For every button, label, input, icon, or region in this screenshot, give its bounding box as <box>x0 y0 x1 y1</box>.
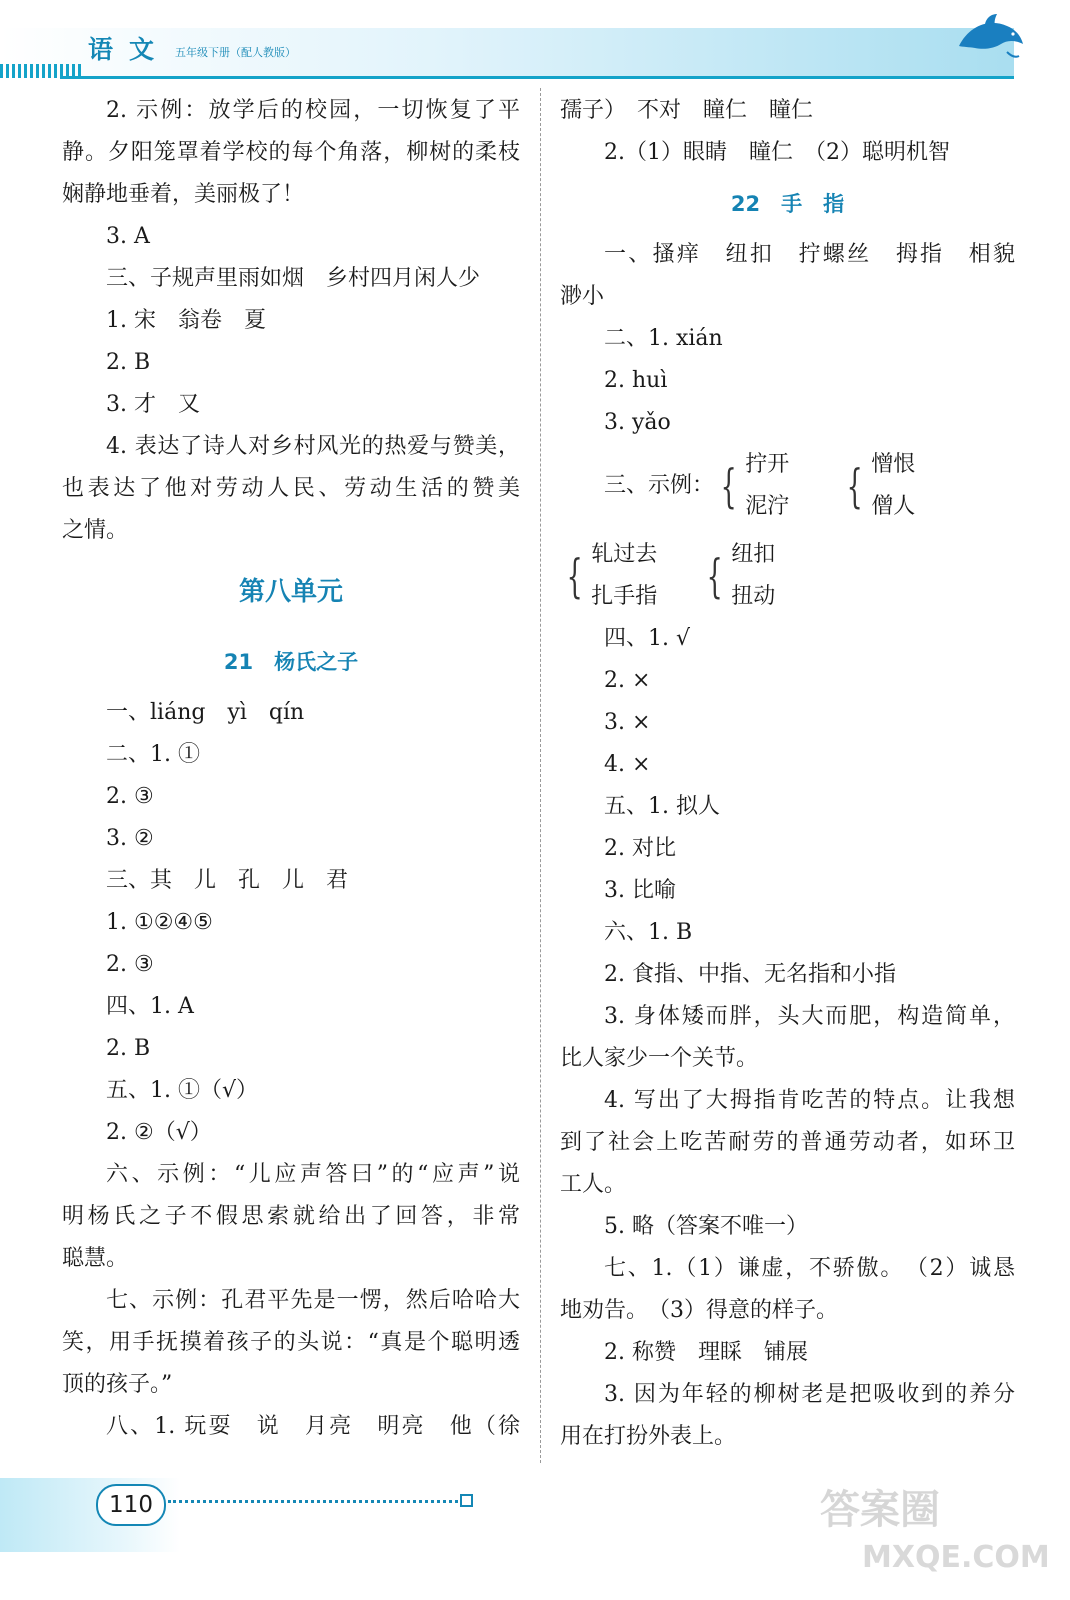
answer-line: 比人家少一个关节。 <box>560 1046 759 1071</box>
answer-line: 用在打扮外表上。 <box>560 1424 737 1449</box>
answer-line: 三、其 儿 孔 儿 君 <box>106 868 349 893</box>
answer-line: 1. 宋 翁卷 夏 <box>106 308 266 333</box>
answer-line: 渺小 <box>560 284 605 309</box>
answer-line: 3. × <box>604 710 651 735</box>
answer-line: 工人。 <box>560 1172 627 1197</box>
answer-line: 2. 对比 <box>604 836 676 861</box>
subject-title: 语文 <box>88 35 171 64</box>
answer-line: 2. 称赞 理睬 铺展 <box>604 1340 808 1365</box>
brace-icon: { <box>720 459 737 513</box>
answer-line: 4. 写出了大拇指肯吃苦的特点。让我想 <box>604 1088 1015 1113</box>
answer-line: 3. 才 又 <box>106 392 200 417</box>
page-header <box>0 0 1070 84</box>
watermark-url: MXQE.COM <box>862 1540 1050 1575</box>
dolphin-icon <box>955 12 1025 64</box>
example-label: 三、示例： <box>604 473 715 498</box>
word-group-row <box>560 534 1015 618</box>
word-group-row <box>560 444 1015 528</box>
grade-label: 五年级下册（配人教版） <box>175 46 296 59</box>
answer-line: 4. 表达了诗人对乡村风光的热爱与赞美， <box>106 434 520 459</box>
square-icon <box>460 1494 473 1507</box>
answer-line: 明杨氏之子不假思索就给出了回答，非常 <box>62 1204 520 1229</box>
answer-line: 到了社会上吃苦耐劳的普通劳动者，如环卫 <box>560 1130 1015 1155</box>
answer-line: 二、1. ① <box>106 742 200 767</box>
answer-line: 娴静地垂着，美丽极了！ <box>62 182 305 207</box>
word-pair <box>714 444 840 528</box>
answer-line: 一、liáng yì qín <box>106 700 305 725</box>
answer-line: 2. huì <box>604 368 668 393</box>
answer-line: 七、示例：孔君平先是一愣，然后哈哈大 <box>106 1288 520 1313</box>
answer-line: 也表达了他对劳动人民、劳动生活的赞美 <box>62 476 520 501</box>
answer-line: 聪慧。 <box>62 1246 129 1271</box>
answer-line: 六、示例：“儿应声答曰”的“应声”说 <box>106 1162 520 1187</box>
header-rule <box>60 76 1014 79</box>
answer-line: 一、搔痒 纽扣 拧螺丝 拇指 相貌 <box>604 242 1015 267</box>
word: 拧开 <box>745 452 790 477</box>
footer-dotted-rule <box>168 1500 458 1503</box>
word-pair <box>560 534 700 618</box>
answer-line: 2. ③ <box>106 952 154 977</box>
answer-line: 2. ②（√） <box>106 1120 212 1145</box>
answer-line: 2. ③ <box>106 784 154 809</box>
answer-line: 四、1. √ <box>604 626 691 651</box>
answer-line: 2. × <box>604 668 651 693</box>
answer-line: 3. yǎo <box>604 410 671 435</box>
answer-line: 地劝告。 （3）得意的样子。 <box>560 1298 838 1323</box>
answer-line: 2. B <box>106 350 151 375</box>
answer-line: 五、1. ①（√） <box>106 1078 259 1103</box>
answer-line: 四、1. A <box>106 994 194 1019</box>
answer-line: 5. 略（答案不唯一） <box>604 1214 808 1239</box>
answer-line: 3. A <box>106 224 150 249</box>
answer-line: 3. 比喻 <box>604 878 676 903</box>
column-divider <box>540 88 541 1463</box>
unit-title: 第八单元 <box>238 577 343 607</box>
word: 僧人 <box>871 494 916 519</box>
brace-icon: { <box>846 459 863 513</box>
word: 扎手指 <box>591 584 658 609</box>
brace-icon: { <box>706 549 723 603</box>
right-column <box>560 90 1015 1458</box>
lesson-title-22: 22 手 指 <box>730 192 845 216</box>
answer-line: 顶的孩子。” <box>62 1372 173 1397</box>
watermark-logo: 答案圈 <box>820 1487 940 1533</box>
answer-line: 2.（1）眼睛 瞳仁 （2）聪明机智 <box>604 140 950 165</box>
answer-line: 静。夕阳笼罩着学校的每个角落，柳树的柔枝 <box>62 140 520 165</box>
page-number: 110 <box>96 1484 166 1526</box>
answer-line: 笑，用手抚摸着孩子的头说：“真是个聪明透 <box>62 1330 520 1355</box>
answer-line: 2. 食指、中指、无名指和小指 <box>604 962 896 987</box>
answer-line: 二、1. xián <box>604 326 723 351</box>
left-column <box>62 90 520 1448</box>
word-pair <box>840 444 915 528</box>
answer-line: 孺子） 不对 瞳仁 瞳仁 <box>560 98 814 123</box>
answer-line: 六、1. B <box>604 920 693 945</box>
answer-line: 2. B <box>106 1036 151 1061</box>
answer-line: 七、1.（1）谦虚，不骄傲。 （2）诚恳 <box>604 1256 1015 1281</box>
answer-line: 五、1. 拟人 <box>604 794 720 819</box>
word-pair <box>700 534 775 618</box>
answer-line: 3. ② <box>106 826 154 851</box>
word: 泥泞 <box>745 494 790 519</box>
answer-line: 1. ①②④⑤ <box>106 910 213 935</box>
word: 扭动 <box>731 584 776 609</box>
answer-line: 4. × <box>604 752 651 777</box>
answer-line: 八、1. 玩耍 说 月亮 明亮 他（徐 <box>106 1414 520 1439</box>
answer-line: 3. 因为年轻的柳树老是把吸收到的养分 <box>604 1382 1015 1407</box>
answer-line: 3. 身体矮而胖，头大而肥，构造简单， <box>604 1004 1015 1029</box>
answer-line: 三、子规声里雨如烟 乡村四月闲人少 <box>106 266 481 291</box>
word: 纽扣 <box>731 542 776 567</box>
answer-line: 2. 示例：放学后的校园，一切恢复了平 <box>106 98 520 123</box>
word: 憎恨 <box>871 452 916 477</box>
lesson-title-21: 21 杨氏之子 <box>223 650 359 674</box>
answer-line: 之情。 <box>62 518 129 543</box>
word: 轧过去 <box>591 542 658 567</box>
brace-icon: { <box>566 549 583 603</box>
